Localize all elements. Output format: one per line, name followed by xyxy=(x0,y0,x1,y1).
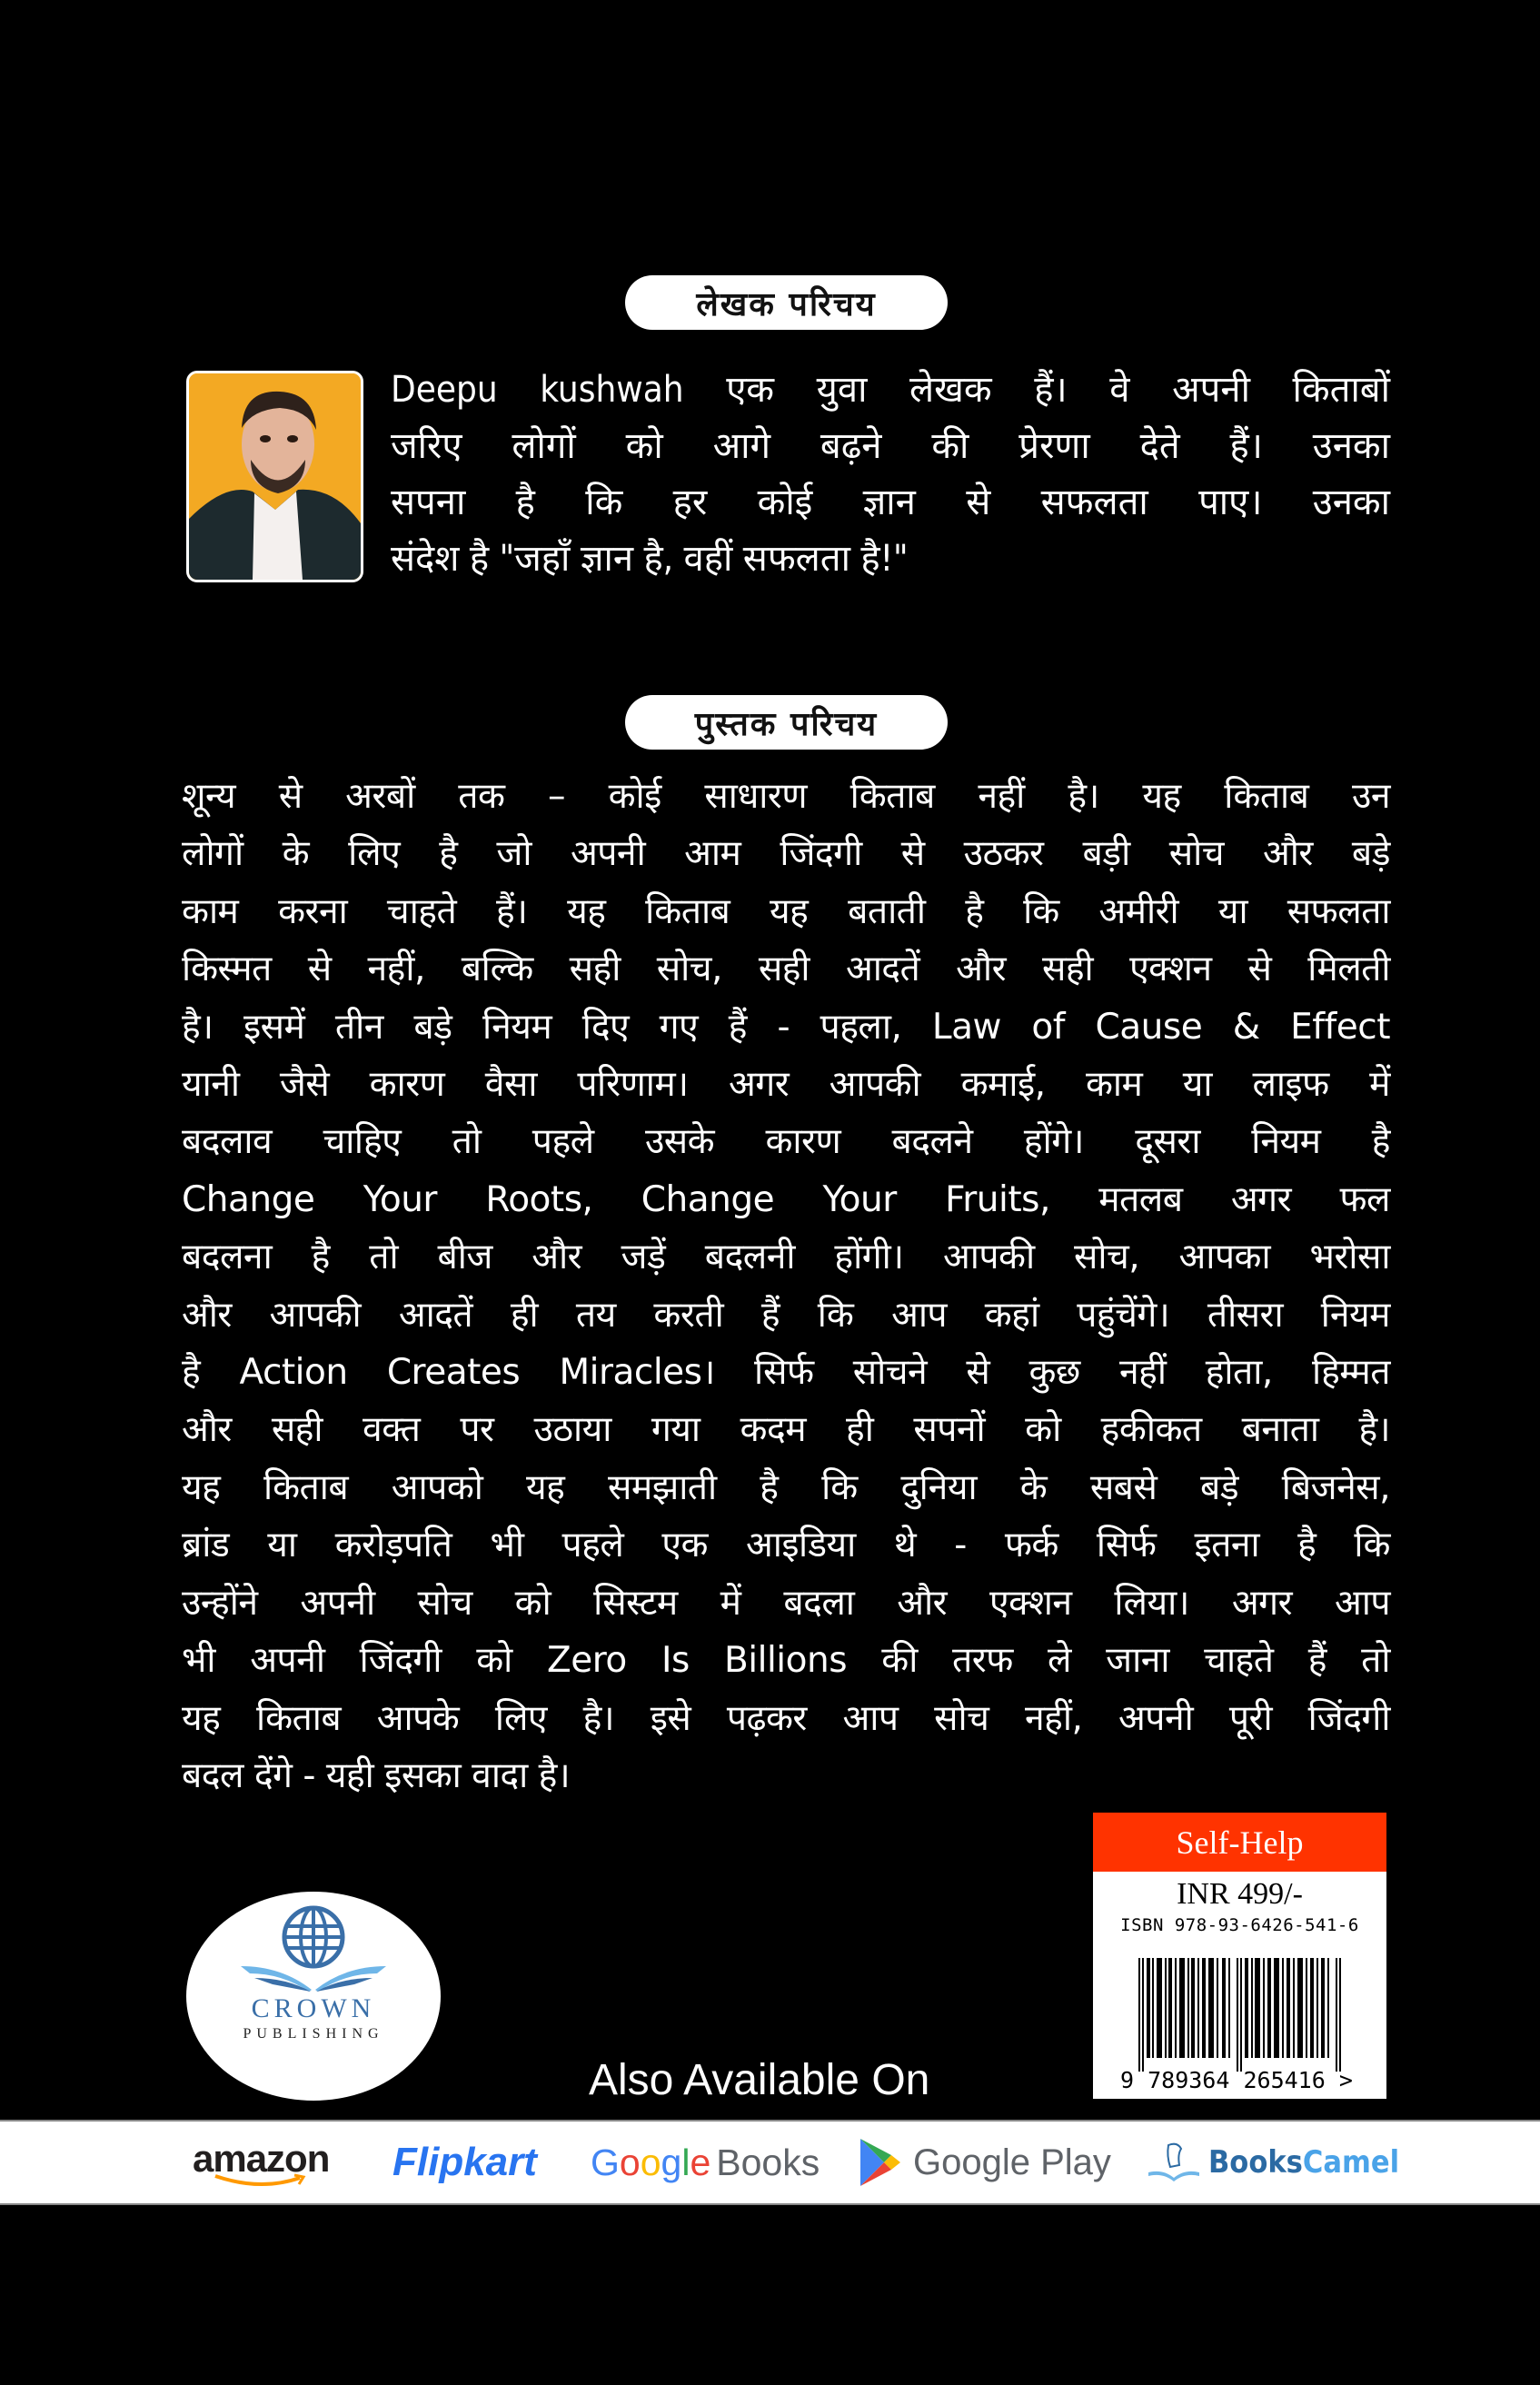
google-play-logo[interactable] xyxy=(859,2122,1111,2203)
book-description-line: उन्होंने अपनी सोच को सिस्टम में बदला और एक्शन लिया। अगर आप xyxy=(182,1582,1390,1624)
bookscamel-camel: Camel xyxy=(1302,2144,1400,2181)
book-description-line: भी अपनी जिंदगी को Zero Is Billions की तरफ ले जाना चाहते हैं तो xyxy=(182,1640,1390,1682)
book-description-line: किस्मत से नहीं, बल्कि सही सोच, सही आदतें और सही एक्शन से मिलती xyxy=(182,949,1390,990)
genre-label: Self-Help xyxy=(1093,1813,1386,1872)
globe-book-icon xyxy=(236,1901,391,1992)
google-play-triangle-icon xyxy=(859,2137,900,2188)
bookscamel-books: Books xyxy=(1208,2144,1303,2181)
book-description-line: लोगों के लिए है जो अपनी आम जिंदगी से उठकर बड़ी सोच और बड़े xyxy=(182,833,1390,875)
camel-book-icon xyxy=(1147,2140,1201,2185)
author-bio-line: सपना है कि हर कोई ज्ञान से सफलता पाए। उनका xyxy=(391,482,1390,523)
author-bio-line: जरिए लोगों को आगे बढ़ने की प्रेरणा देते हैं। उनका xyxy=(391,425,1390,467)
book-description-line: बदलाव चाहिए तो पहले उसके कारण बदलने होंगे। दूसरा नियम है xyxy=(182,1121,1390,1163)
store-logos-bar xyxy=(0,2120,1540,2205)
book-description-line: है Action Creates Miracles। सिर्फ सोचने से कुछ नहीं होता, हिम्मत xyxy=(182,1352,1390,1394)
google-play-label: Google Play xyxy=(913,2142,1111,2182)
also-available-label: Also Available On xyxy=(589,2056,930,2104)
book-section-heading: पुस्तक परिचय xyxy=(625,695,948,750)
google-books-logo[interactable] xyxy=(591,2122,820,2203)
flipkart-label: Flipkart xyxy=(392,2140,537,2184)
book-description-line: Change Your Roots, Change Your Fruits, मतलब अगर फल xyxy=(182,1178,1390,1220)
author-section-heading: लेखक परिचय xyxy=(625,275,948,330)
book-description-line: है। इसमें तीन बड़े नियम दिए गए हैं - पहला, Law of Cause & Effect xyxy=(182,1006,1390,1048)
publisher-subtitle: PUBLISHING xyxy=(243,2026,384,2042)
price-label: INR 499/- xyxy=(1177,1877,1303,1911)
publisher-logo xyxy=(186,1892,441,2101)
book-description-line: शून्य से अरबों तक – कोई साधारण किताब नहीं है। यह किताब उन xyxy=(182,776,1390,817)
book-description-line: बदल देंगे - यही इसका वादा है। xyxy=(182,1754,571,1796)
isbn-label: ISBN 978-93-6426-541-6 xyxy=(1120,1915,1359,1935)
book-description-line: यह किताब आपके लिए है। इसे पढ़कर आप सोच नहीं, अपनी पूरी जिंदगी xyxy=(182,1697,1390,1739)
amazon-label: amazon xyxy=(193,2137,330,2180)
bookscamel-logo[interactable] xyxy=(1147,2122,1399,2203)
book-description-line: और सही वक्त पर उठाया गया कदम ही सपनों को हकीकत बनाता है। xyxy=(182,1409,1390,1451)
barcode-digits: 9 789364 265416 > xyxy=(1120,2067,1353,2093)
books-wordmark: Books xyxy=(716,2141,820,2183)
price-isbn-box xyxy=(1093,1813,1386,2099)
book-description-line: यह किताब आपको यह समझाती है कि दुनिया के सबसे बड़े बिजनेस, xyxy=(182,1466,1390,1508)
author-bio-line: Deepu kushwah एक युवा लेखक हैं। वे अपनी किताबों xyxy=(391,369,1390,411)
amazon-logo[interactable] xyxy=(193,2122,329,2203)
author-portrait-icon xyxy=(189,373,361,580)
book-description-line: काम करना चाहते हैं। यह किताब यह बताती है कि अमीरी या सफलता xyxy=(182,890,1390,932)
barcode-icon xyxy=(1138,1958,1343,2072)
publisher-name: CROWN xyxy=(251,1993,376,2023)
author-bio xyxy=(391,362,1390,587)
google-wordmark: Google xyxy=(591,2141,711,2183)
book-description-line: यानी जैसे कारण वैसा परिणाम। अगर आपकी कमाई, काम या लाइफ में xyxy=(182,1064,1390,1106)
book-description-line: और आपकी आदतें ही तय करती हैं कि आप कहां पहुंचेंगे। तीसरा नियम xyxy=(182,1294,1390,1336)
author-photo xyxy=(186,371,363,582)
author-bio-line: संदेश है "जहाँ ज्ञान है, वहीं सफलता है!" xyxy=(391,538,909,580)
flipkart-logo[interactable] xyxy=(392,2122,537,2203)
book-description-line: ब्रांड या करोड़पति भी पहले एक आइडिया थे - फर्क सिर्फ इतना है कि xyxy=(182,1525,1390,1566)
book-description xyxy=(182,768,1390,1804)
book-description-line: बदलना है तो बीज और जड़ें बदलनी होंगी। आपकी सोच, आपका भरोसा xyxy=(182,1237,1390,1278)
amazon-smile-icon xyxy=(211,2173,311,2188)
